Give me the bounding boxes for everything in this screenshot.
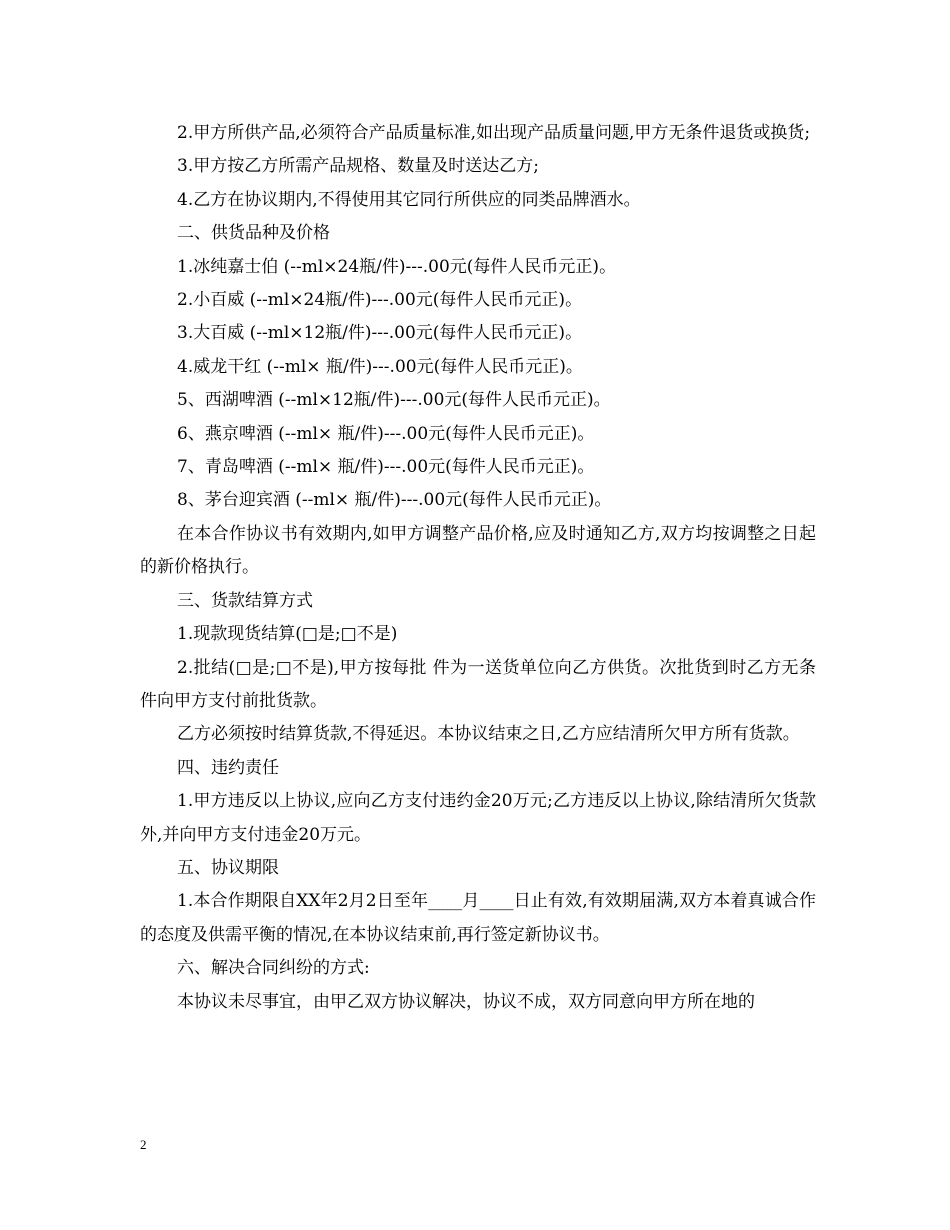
section-heading-term: 五、协议期限 bbox=[177, 857, 279, 878]
price-adjustment-paragraph: 在本合作协议书有效期内,如甲方调整产品价格,应及时通知乙方,双方均按调整之日起的新价格执行。 bbox=[140, 523, 816, 578]
payment-deadline-paragraph: 乙方必须按时结算货款,不得延迟。本协议结束之日,乙方应结清所欠甲方所有货款。 bbox=[177, 724, 800, 745]
price-item-5: 5、西湖啤酒 (--ml×12瓶/件)---.00元(每件人民币元正)。 bbox=[177, 390, 611, 411]
section-heading-dispute: 六、解决合同纠纷的方式: bbox=[177, 958, 370, 979]
price-item-1: 1.冰纯嘉士伯 (--ml×24瓶/件)---.00元(每件人民币元正)。 bbox=[177, 256, 617, 277]
price-item-4: 4.威龙干红 (--ml× 瓶/件)---.00元(每件人民币元正)。 bbox=[177, 356, 583, 377]
section-heading-payment: 三、货款结算方式 bbox=[177, 590, 313, 611]
paragraph-clause-2: 2.甲方所供产品,必须符合产品质量标准,如出现产品质量问题,甲方无条件退货或换货; bbox=[177, 123, 811, 143]
price-item-2: 2.小百威 (--ml×24瓶/件)---.00元(每件人民币元正)。 bbox=[177, 290, 583, 311]
payment-option-1: 1.现款现货结算(□是;□不是) bbox=[177, 624, 398, 645]
price-item-7: 7、青岛啤酒 (--ml× 瓶/件)---.00元(每件人民币元正)。 bbox=[177, 457, 595, 478]
price-item-3: 3.大百威 (--ml×12瓶/件)---.00元(每件人民币元正)。 bbox=[177, 323, 583, 344]
section-heading-liability: 四、违约责任 bbox=[177, 757, 279, 778]
section-heading-supply-items: 二、供货品种及价格 bbox=[177, 223, 330, 244]
term-clause-1: 1.本合作期限自XX年2月2日至年____月____日止有效,有效期届满,双方本着真诚合作的态度及供需平衡的情况,在本协议结束前,再行签定新协议书。 bbox=[140, 891, 816, 945]
page-number: 2 bbox=[140, 1137, 147, 1152]
payment-option-2: 2.批结(□是;□不是),甲方按每批 件为一送货单位向乙方供货。次批货到时乙方无条件向甲方支付前批货款。 bbox=[140, 657, 816, 711]
price-item-8: 8、茅台迎宾酒 (--ml× 瓶/件)---.00元(每件人民币元正)。 bbox=[177, 490, 612, 511]
document-body bbox=[140, 117, 816, 1019]
paragraph-clause-3: 3.甲方按乙方所需产品规格、数量及时送达乙方; bbox=[177, 156, 539, 177]
paragraph-clause-4: 4.乙方在协议期内,不得使用其它同行所供应的同类品牌酒水。 bbox=[177, 189, 641, 210]
dispute-paragraph: 本协议未尽事宜，由甲乙双方协议解决，协议不成，双方同意向甲方所在地的 bbox=[177, 991, 755, 1012]
liability-clause-1: 1.甲方违反以上协议,应向乙方支付违约金20万元;乙方违反以上协议,除结清所欠货款外,并向甲方支付违金20万元。 bbox=[140, 791, 816, 845]
price-item-6: 6、燕京啤酒 (--ml× 瓶/件)---.00元(每件人民币元正)。 bbox=[177, 423, 595, 444]
